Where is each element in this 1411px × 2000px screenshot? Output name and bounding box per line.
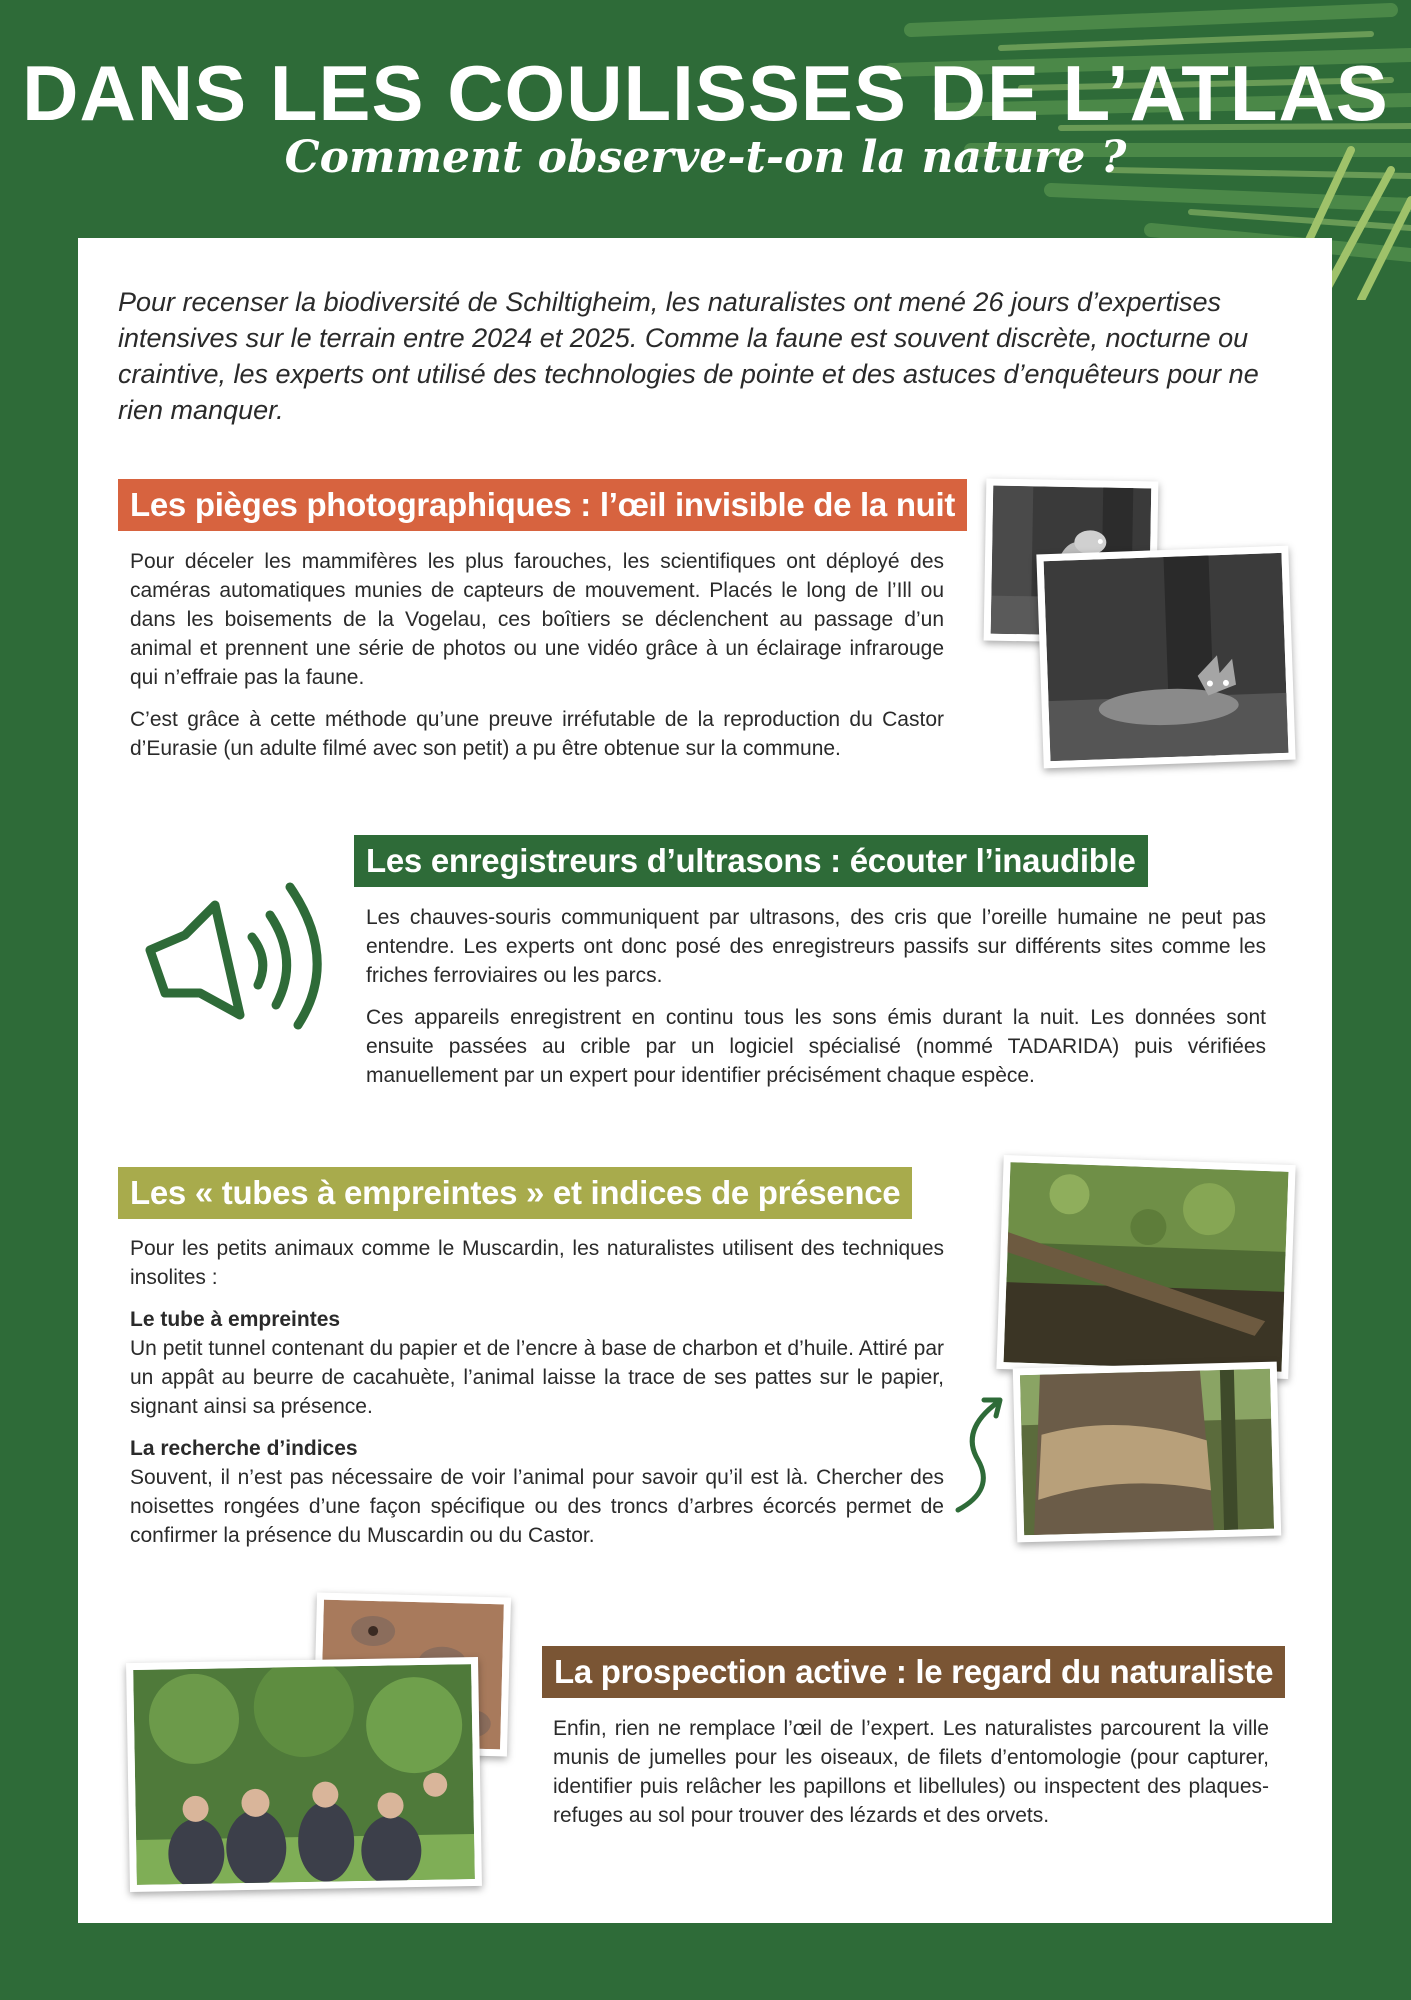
- intro-text: Pour recenser la biodiversité de Schiltigheim, les naturalistes ont mené 26 jours d’expertises intensives sur le terrain entre 2024 et 2025. Comme la faune est souvent discrète, nocturne ou craintive, les experts ont utilisé des technologies de pointe et des astuces d’enquêteurs pour ne rien manquer.: [118, 287, 1259, 425]
- prospection-body: [553, 1714, 1269, 1843]
- ultrasound-heading: Les enregistreurs d’ultrasons : écouter l’inaudible: [354, 835, 1148, 887]
- tubes-body: [130, 1234, 944, 1563]
- traps-paragraph-1: Pour déceler les mammifères les plus farouches, les scientifiques ont déployé des caméras automatiques munies de capteurs de mouvement. Placés le long de l’Ill ou dans les boisements de la Vogelau, ces boîtiers se déclenchent au passage d’un animal et prennent une série de photos ou une vidéo grâce à un éclairage infrarouge qui n’effraie pas la faune.: [130, 550, 944, 689]
- tubes-paragraph-2: Un petit tunnel contenant du papier et de l’encre à base de charbon et d’huile. Attiré par un appât au beurre de cacahuète, l’animal laisse la trace de ses pattes sur le papier, signant ainsi sa présence.: [130, 1337, 944, 1418]
- prospection-paragraph-1: Enfin, rien ne remplace l’œil de l’expert. Les naturalistes parcourent la ville munis de jumelles pour les oiseaux, de filets d’entomologie (pour capturer, identifier puis relâcher les papillons et libellules) ou inspectent des plaques-refuges au sol pour trouver des lézards et des orvets.: [553, 1717, 1269, 1827]
- tubes-subheading-2: La recherche d’indices: [130, 1437, 358, 1460]
- tubes-subheading-1: Le tube à empreintes: [130, 1308, 341, 1331]
- curved-arrow-icon: [950, 1390, 1010, 1520]
- tubes-paragraph-3: Souvent, il n’est pas nécessaire de voir l’animal pour savoir qu’il est là. Chercher des noisettes rongées d’une façon spécifique ou des troncs d’arbres écorcés permet de confirmer la présence du Muscardin ou du Castor.: [130, 1466, 944, 1547]
- page-title: DANS LES COULISSES DE L’ATLAS: [22, 49, 1389, 137]
- tubes-heading: Les « tubes à empreintes » et indices de présence: [118, 1167, 912, 1219]
- gnawed-tree-photo: [1013, 1362, 1281, 1543]
- felled-trunk-photo: [996, 1155, 1295, 1379]
- ultrasound-paragraph-2: Ces appareils enregistrent en continu tous les sons émis durant la nuit. Les données sont ensuite passées au crible par un logiciel spécialisé (nommé TADARIDA) puis vérifiées manuellement par un expert pour identifier précisément chaque espèce.: [366, 1006, 1266, 1087]
- ultrasound-body: [366, 903, 1266, 1103]
- prospection-heading: La prospection active : le regard du naturaliste: [542, 1646, 1285, 1698]
- tubes-paragraph-1: Pour les petits animaux comme le Muscardin, les naturalistes utilisent des techniques insolites :: [130, 1237, 944, 1289]
- ultrasound-paragraph-1: Les chauves-souris communiquent par ultrasons, des cris que l’oreille humaine ne peut pas entendre. Les experts ont donc posé des enregistreurs passifs sur différents sites comme les friches ferroviaires ou les parcs.: [366, 906, 1266, 987]
- page-subtitle: Comment observe-t-on la nature ?: [284, 132, 1127, 183]
- traps-body: [130, 547, 944, 776]
- fox-camera-photo: [1036, 546, 1295, 769]
- naturalist-group-photo: [126, 1657, 482, 1892]
- speaker-icon: [140, 875, 340, 1035]
- traps-paragraph-2: C’est grâce à cette méthode qu’une preuve irréfutable de la reproduction du Castor d’Eurasie (un adulte filmé avec son petit) a pu être obtenue sur la commune.: [130, 708, 944, 760]
- traps-heading: Les pièges photographiques : l’œil invisible de la nuit: [118, 479, 967, 531]
